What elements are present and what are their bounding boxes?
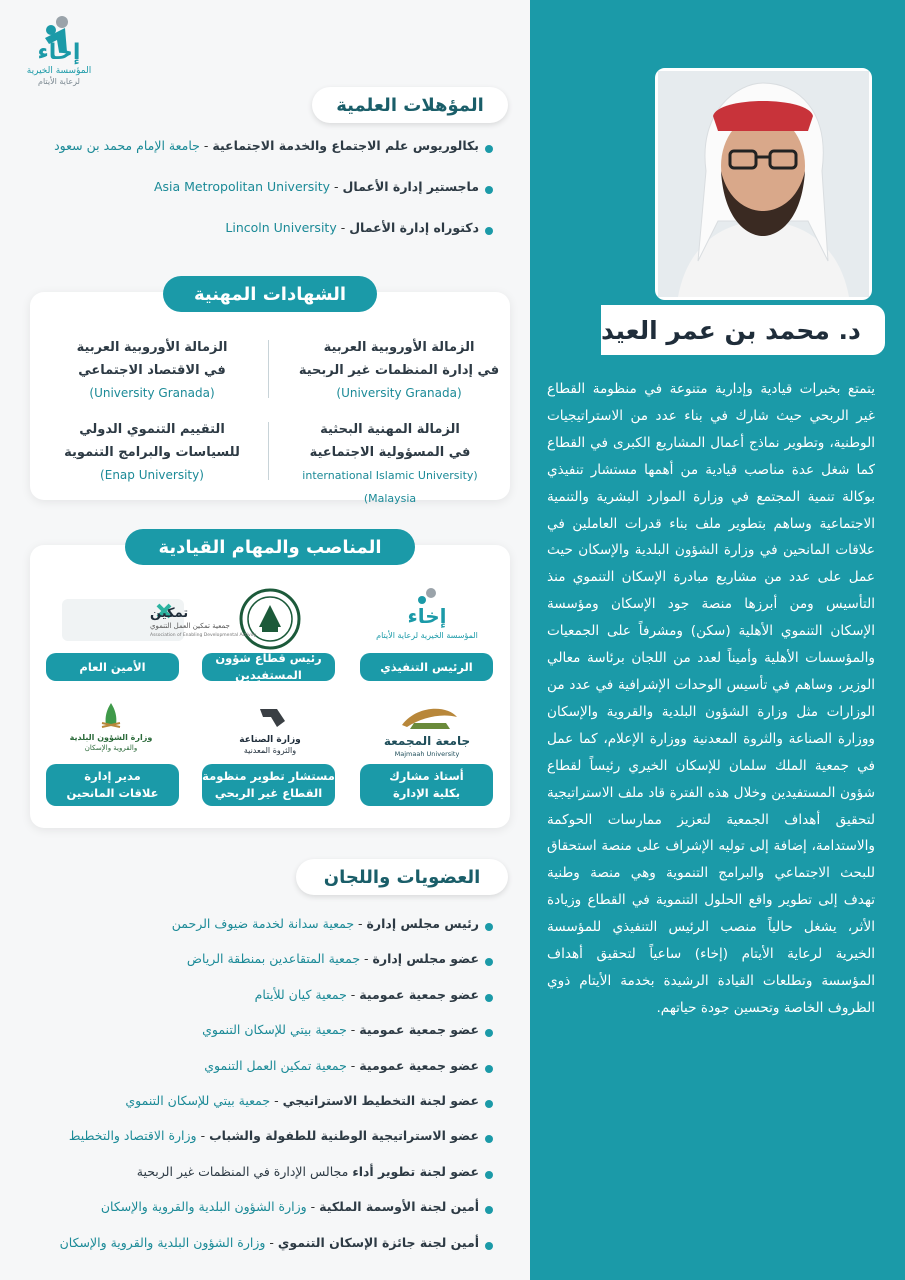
person-avatar-icon	[658, 71, 869, 297]
position-logo	[205, 695, 335, 763]
org-logo	[15, 12, 103, 88]
certificate-item: التقييم التنموي الدولي للسياسات والبرامج التنموية (Enap University)	[64, 422, 240, 482]
list-item: عضو لجنة تطوير أداء مجالس الإدارة في المنظمات غير الربحية	[13, 1164, 493, 1186]
svg-text:جامعة المجمعة: جامعة المجمعة	[383, 734, 471, 748]
ministry-municipal-logo-icon	[46, 695, 176, 763]
list-item: بكالوريوس علم الاجتماع والخدمة الاجتماعية - جامعة الإمام محمد بن سعود	[13, 138, 493, 160]
list-item: دكتوراه إدارة الأعمال - Lincoln University	[13, 220, 493, 242]
ministry-industry-logo-icon	[205, 695, 335, 763]
certificates-card	[30, 292, 510, 505]
position-role: مستشار تطوير منظومة القطاع غير الربحي	[202, 764, 335, 806]
list-item: ماجستير إدارة الأعمال - Asia Metropolitan University	[13, 179, 493, 201]
svg-text:وزارة الشؤون البلدية: وزارة الشؤون البلدية	[69, 733, 153, 742]
svg-text:Majmaah University: Majmaah University	[394, 750, 460, 758]
tamkeen-logo-icon	[58, 589, 257, 649]
position-role: الأمين العام	[46, 653, 179, 681]
position-logo	[362, 695, 492, 763]
emblem-icon	[235, 587, 305, 651]
list-item: عضو جمعية عمومية - جمعية كيان للأيتام	[13, 987, 493, 1009]
list-item: عضو جمعية عمومية - جمعية تمكين العمل التنموي	[13, 1058, 493, 1080]
logo-line1: المؤسسة الخيرية	[26, 66, 92, 76]
logo-line2: لرعاية الأيتام	[38, 77, 80, 86]
majmaah-logo-icon	[362, 695, 492, 763]
memberships-title: العضويات واللجان	[296, 859, 508, 895]
svg-text:والثروة المعدنية: والثروة المعدنية	[243, 746, 297, 755]
positions-card	[30, 545, 510, 828]
ekhaa-logo-icon	[362, 585, 492, 653]
ekhaa-logo-icon	[15, 12, 103, 88]
logo-text: إخاء	[37, 40, 81, 65]
certificates-title: الشهادات المهنية	[163, 276, 377, 312]
profile-photo	[655, 68, 872, 300]
qualifications-title: المؤهلات العلمية	[312, 87, 508, 123]
position-role: أستاذ مشارك بكلية الإدارة	[360, 764, 493, 806]
position-logo	[362, 585, 492, 653]
svg-text:Association of Enabling Develo: Association of Enabling Developmental Activity	[150, 633, 257, 638]
list-item: عضو لجنة التخطيط الاستراتيجي - جمعية بيتي للإسكان التنموي	[13, 1093, 493, 1115]
svg-text:والقروية والإسكان: والقروية والإسكان	[84, 744, 138, 752]
svg-text:إخاء: إخاء	[407, 604, 447, 628]
certificate-item: الزمالة الأوروبية العربية في إدارة المنظمات غير الربحية (University Granada)	[298, 340, 500, 400]
divider	[268, 340, 269, 398]
memberships-list	[13, 916, 493, 1257]
position-logo	[205, 585, 335, 653]
positions-title: المناصب والمهام القيادية	[125, 529, 415, 565]
profile-name: د. محمد بن عمر العيد	[601, 315, 861, 345]
qualifications-list	[13, 138, 493, 242]
list-item: رئيس مجلس إدارة - جمعية سدانة لخدمة ضيوف الرحمن	[13, 916, 493, 938]
profile-name-box	[601, 305, 885, 355]
position-logo	[58, 585, 257, 653]
divider	[268, 422, 269, 480]
profile-panel	[530, 0, 905, 1280]
svg-text:جمعية تمكين العمل التنموي: جمعية تمكين العمل التنموي	[150, 622, 230, 630]
position-role: رئيس قطاع شؤون المستفيدين	[202, 653, 335, 681]
svg-text:وزارة الصناعة: وزارة الصناعة	[239, 735, 301, 745]
certificate-item: الزمالة المهنية البحثية في المسؤولية الاجتماعية (international Islamic University Malaysia)	[302, 422, 478, 505]
list-item: عضو مجلس إدارة - جمعية المتقاعدين بمنطقة الرياض	[13, 951, 493, 973]
svg-text:المؤسسة الخيرية لرعاية الأيتام: المؤسسة الخيرية لرعاية الأيتام	[376, 631, 478, 640]
list-item: عضو الاستراتيجية الوطنية للطفولة والشباب - وزارة الاقتصاد والتخطيط	[13, 1128, 493, 1150]
position-role: الرئيس التنفيذي	[360, 653, 493, 681]
profile-bio: يتمتع بخبرات قيادية وإدارية متنوعة في منظومة القطاع غير الربحي حيث شارك في بناء عدد من الاستراتيجيات الوطنية، وتطوير نماذج أعمال المشاريع الكبرى في القطاع كما شغل عدة مناصب قيادية من أهمها مستشار تنفيذي بوكالة تنمية المجتمع في وزارة الموارد البشرية والتنمية الاجتماعية وساهم بتطوير ملف بناء قدرات العاملين في علاقات المانحين في وزارة الشؤون البلدية والإسكان حيث عمل على عدد من مشاريع مبادرة الإسكان التنموي منذ التأسيس ومن أبرزها منصة جود الإسكان ومؤسسة الإسكان التنموي الأهلية (سكن) ومشرفاً على الجمعيات والمؤسسات الأهلية وأميناً لعدد من اللجان برئاسة معالي الوزير، وساهم في تأسيس الوحدات الإشرافية في عدد من الوزارات مثل وزارة الشؤون البلدية والقروية والإسكان ووزارة الصناعة والثروة المعدنية ووزارة الإعلام، كما عمل في جمعية الملك سلمان للإسكان الخيري رئيساً لقطاع شؤون المستفيدين وخلال هذه الفترة قاد ملف الاستراتيجية لتحقيق أهداف الجمعية لتعزيز ممارسات الحوكمة والاستدامة، إضافة إلى توليه الإشراف على منصة استحقاق للبحث الاجتماعي والبرامج التنموية وهي منصة وطنية تهدف إلى تطوير واقع الحلول التنموية في القطاع وزيادة الأثر، يشغل حالياً منصب الرئيس التنفيذي للمؤسسة الخيرية لرعاية الأيتام (إخاء) ساعياً لتحقيق أهداف المؤسسة وتطلعات القيادة الرشيدة بخدمة الأيتام ذوي الظروف الخاصة وتحسين جودة حياتهم.	[547, 381, 875, 1016]
list-item: أمين لجنة جائزة الإسكان التنموي - وزارة الشؤون البلدية والقروية والإسكان	[13, 1235, 493, 1257]
position-logo	[46, 695, 176, 763]
list-item: أمين لجنة الأوسمة الملكية - وزارة الشؤون البلدية والقروية والإسكان	[13, 1199, 493, 1221]
list-item: عضو جمعية عمومية - جمعية بيتي للإسكان التنموي	[13, 1022, 493, 1044]
certificate-item: الزمالة الأوروبية العربية في الاقتصاد الاجتماعي (University Granada)	[76, 340, 228, 400]
svg-text:تمكين: تمكين	[150, 606, 189, 621]
position-role: مدير إدارة علاقات المانحين	[46, 764, 179, 806]
